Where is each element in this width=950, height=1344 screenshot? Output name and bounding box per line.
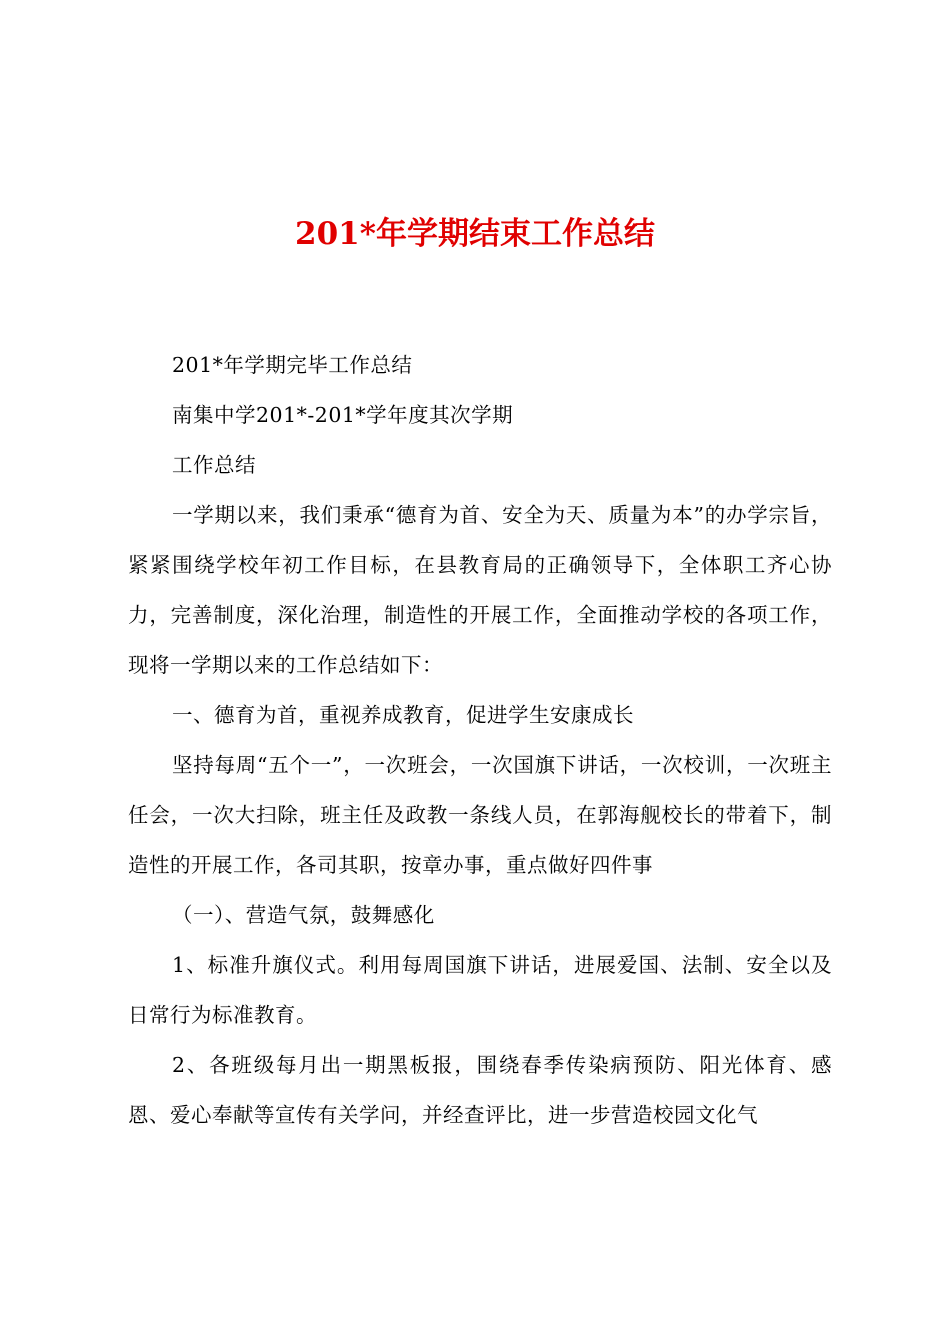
paragraph: 工作总结 xyxy=(172,453,256,477)
paragraph: 一、德育为首，重视养成教育，促进学生安康成长 xyxy=(172,703,634,727)
paragraph: 201*年学期完毕工作总结 xyxy=(172,353,413,377)
paragraph: 南集中学201*-201*学年度其次学期 xyxy=(172,403,514,427)
paragraph: （一）、营造气氛，鼓舞感化 xyxy=(172,903,435,927)
paragraph: 1、标准升旗仪式。利用每周国旗下讲话，进展爱国、法制、安全以及日常行为标准教育。 xyxy=(128,953,832,1027)
paragraph: 2、各班级每月出一期黑板报，围绕春季传染病预防、阳光体育、感恩、爱心奉献等宣传有关学问，并经查评比，进一步营造校园文化气 xyxy=(128,1053,832,1127)
document-body xyxy=(128,340,832,1140)
document-title: 201*年学期结束工作总结 xyxy=(295,216,655,252)
paragraph: 一学期以来，我们秉承“德育为首、安全为天、质量为本”的办学宗旨，紧紧围绕学校年初工作目标，在县教育局的正确领导下，全体职工齐心协力，完善制度，深化治理，制造性的开展工作，全面推动学校的各项工作，现将一学期以来的工作总结如下： xyxy=(128,503,832,677)
paragraph: 坚持每周“五个一”，一次班会，一次国旗下讲话，一次校训，一次班主任会，一次大扫除，班主任及政教一条线人员，在郭海舰校长的带着下，制造性的开展工作，各司其职，按章办事，重点做好四件事 xyxy=(128,753,832,877)
